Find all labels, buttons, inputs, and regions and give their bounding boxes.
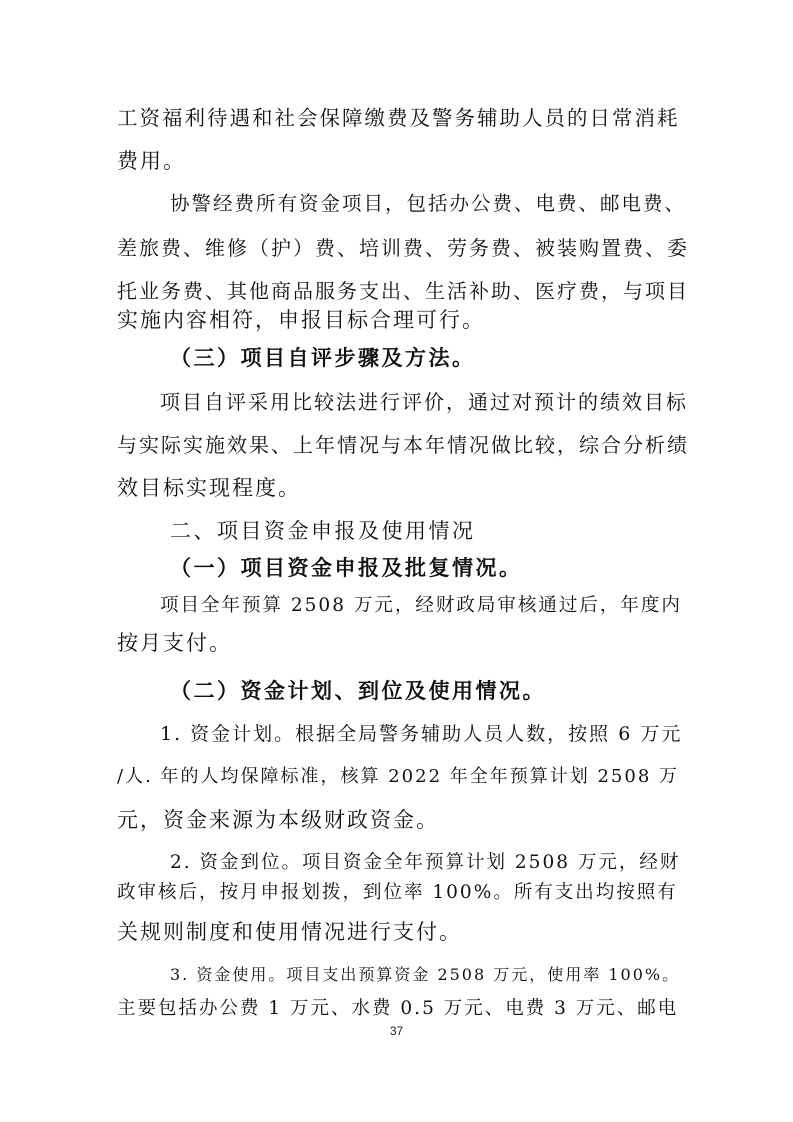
paragraph-line: 工资福利待遇和社会保障缴费及警务辅助人员的日常消耗 <box>117 106 680 130</box>
paragraph-line: 协警经费所有资金项目，包括办公费、电费、邮电费、 <box>170 192 687 215</box>
paragraph-line: 托业务费、其他商品服务支出、生活补助、医疗费，与项目 <box>117 279 689 303</box>
paragraph-line: /人. 年的人均保障标准，核算 2022 年全年预算计划 2508 万 <box>117 766 680 787</box>
paragraph-line: 2. 资金到位。项目资金全年预算计划 2508 万元，经财 <box>170 852 681 873</box>
paragraph-line: 项目全年预算 2508 万元，经财政局审核通过后，年度内 <box>160 595 682 616</box>
paragraph-line: 元，资金来源为本级财政资金。 <box>117 808 439 832</box>
paragraph-line: 主要包括办公费 1 万元、水费 0.5 万元、电费 3 万元、邮电 <box>117 998 679 1019</box>
chapter-heading: 二、项目资金申报及使用情况 <box>170 519 476 543</box>
paragraph-line: 3. 资金使用。项目支出预算资金 2508 万元，使用率 100%。 <box>170 965 681 984</box>
paragraph-line: 1. 资金计划。根据全局警务辅助人员人数，按照 6 万元 <box>160 723 683 745</box>
section-heading: （一）项目资金申报及批复情况。 <box>170 556 523 580</box>
paragraph-line: 效目标实现程度。 <box>117 476 301 500</box>
section-heading: （三）项目自评步骤及方法。 <box>170 346 476 370</box>
page-number: 37 <box>389 1024 404 1038</box>
paragraph-line: 实施内容相符，申报目标合理可行。 <box>117 308 485 332</box>
paragraph-line: 差旅费、维修（护）费、培训费、劳务费、被装购置费、委 <box>117 236 689 260</box>
paragraph-line: 费用。 <box>117 149 186 173</box>
paragraph-line: 关规则制度和使用情况进行支付。 <box>117 920 462 944</box>
paragraph-line: 与实际实施效果、上年情况与本年情况做比较，综合分析绩 <box>117 433 689 457</box>
paragraph-line: 项目自评采用比较法进行评价，通过对预计的绩效目标 <box>160 390 688 414</box>
section-heading: （二）资金计划、到位及使用情况。 <box>170 679 546 703</box>
paragraph-line: 政审核后，按月申报划拨，到位率 100%。所有支出均按照有 <box>117 882 678 903</box>
paragraph-line: 按月支付。 <box>117 631 232 655</box>
